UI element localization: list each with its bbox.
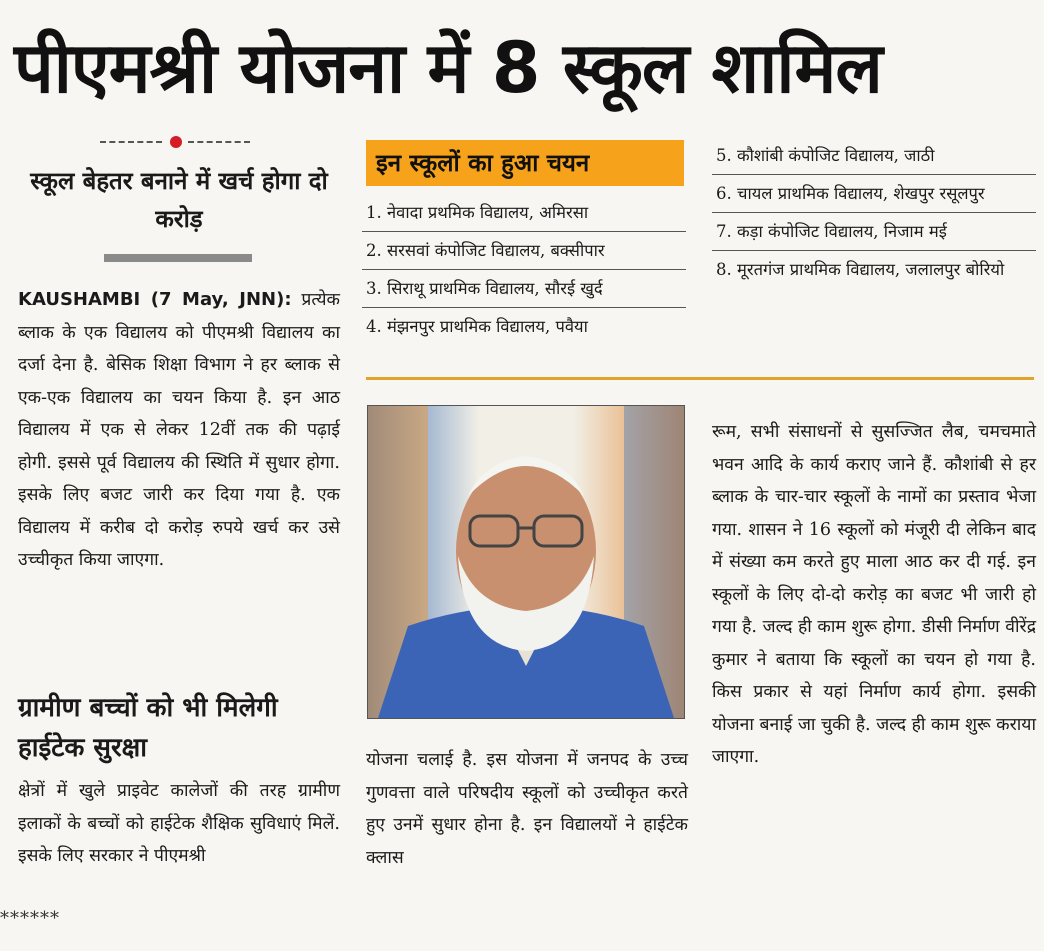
red-bullet-icon <box>170 136 182 148</box>
school-list-item: 6. चायल प्राथमिक विद्यालय, शेखपुर रसूलपुर <box>712 175 1036 213</box>
school-list-item: 7. कड़ा कंपोजिट विद्यालय, निजाम मई <box>712 213 1036 251</box>
end-stars: ****** <box>0 908 60 929</box>
section-heading: ग्रामीण बच्चों को भी मिलेगी हाईटेक सुरक्षा <box>18 693 278 763</box>
school-list-left <box>362 194 686 345</box>
page-headline: पीएमश्री योजना में 8 स्कूल शामिल <box>14 27 882 109</box>
portrait-illustration <box>368 406 684 718</box>
orange-rule <box>366 377 1034 380</box>
section-divider <box>100 132 250 152</box>
article-paragraph-right: रूम, सभी संसाधनों से सुसज्जित लैब, चमचमाते भवन आदि के कार्य कराए जाने हैं. कौशांबी से हर ब्लाक के चार-चार स्कूलों के नामों का प्रस्ताव भेजा गया. शासन ने 16 स्कूलों को मंजूरी दी लेकिन बाद में संख्या कम करते हुए माला आठ कर दी गई. इन स्कूलों के लिए दो-दो करोड़ का बजट भी जारी हो गया है. जल्द ही काम शुरू होगा. डीसी निर्माण वीरेंद्र कुमार ने बताया कि स्कूलों का चयन हो गया है. किस प्रकार से यहां निर्माण कार्य होगा. इसकी योजना बनाई जा चुकी है. जल्द ही काम शुरू कराया जाएगा. <box>712 422 1036 767</box>
school-list-title: इन स्कूलों का हुआ चयन <box>366 140 684 186</box>
school-list-item: 2. सरसवां कंपोजिट विद्यालय, बक्सीपार <box>362 232 686 270</box>
school-list-item: 5. कौशांबी कंपोजिट विद्यालय, जाठी <box>712 140 1036 175</box>
article-paragraph-1: प्रत्येक ब्लाक के एक विद्यालय को पीएमश्री विद्यालय का दर्जा देना है. बेसिक शिक्षा विभाग ने हर ब्लाक से एक-एक विद्यालय का चयन किया है. इन आठ विद्यालय में एक से लेकर 12वीं तक की पढ़ाई होगी. इससे पूर्व विद्यालय की स्थिति में सुधार होगा. इसके लिए बजट जारी कर दिया गया है. एक विद्यालय में करीब दो करोड़ रुपये खर्च कर उसे उच्चीकृत किया जाएगा. <box>18 290 340 570</box>
school-list-item: 1. नेवादा प्रथमिक विद्यालय, अमिरसा <box>362 194 686 232</box>
article-column-left <box>18 284 340 577</box>
dateline: KAUSHAMBI (7 May, JNN): <box>18 289 292 310</box>
sub-headline: स्कूल बेहतर बनाने में खर्च होगा दो करोड़ <box>30 167 328 233</box>
school-list-right <box>712 140 1036 288</box>
article-paragraph-2: क्षेत्रों में खुले प्राइवेट कालेजों की तरह ग्रामीण इलाकों के बच्चों को हाईटेक शैक्षिक सुविधाएं मिलें. इसके लिए सरकार ने पीएमश्री <box>18 781 340 866</box>
school-list-item: 3. सिराथू प्राथमिक विद्यालय, सौरई खुर्द <box>362 270 686 308</box>
grey-divider-bar <box>104 254 252 262</box>
portrait-photo <box>367 405 685 719</box>
school-list-item: 4. मंझनपुर प्राथमिक विद्यालय, पवैया <box>366 317 588 336</box>
school-list-item: 8. मूरतगंज प्राथमिक विद्यालय, जलालपुर बोरियो <box>716 260 1005 279</box>
article-paragraph-middle: योजना चलाई है. इस योजना में जनपद के उच्च गुणवत्ता वाले परिषदीय स्कूलों को उच्चीकृत करते हुए उनमें सुधार होना है. इन विद्यालयों ने हाईटेक क्लास <box>366 750 688 868</box>
